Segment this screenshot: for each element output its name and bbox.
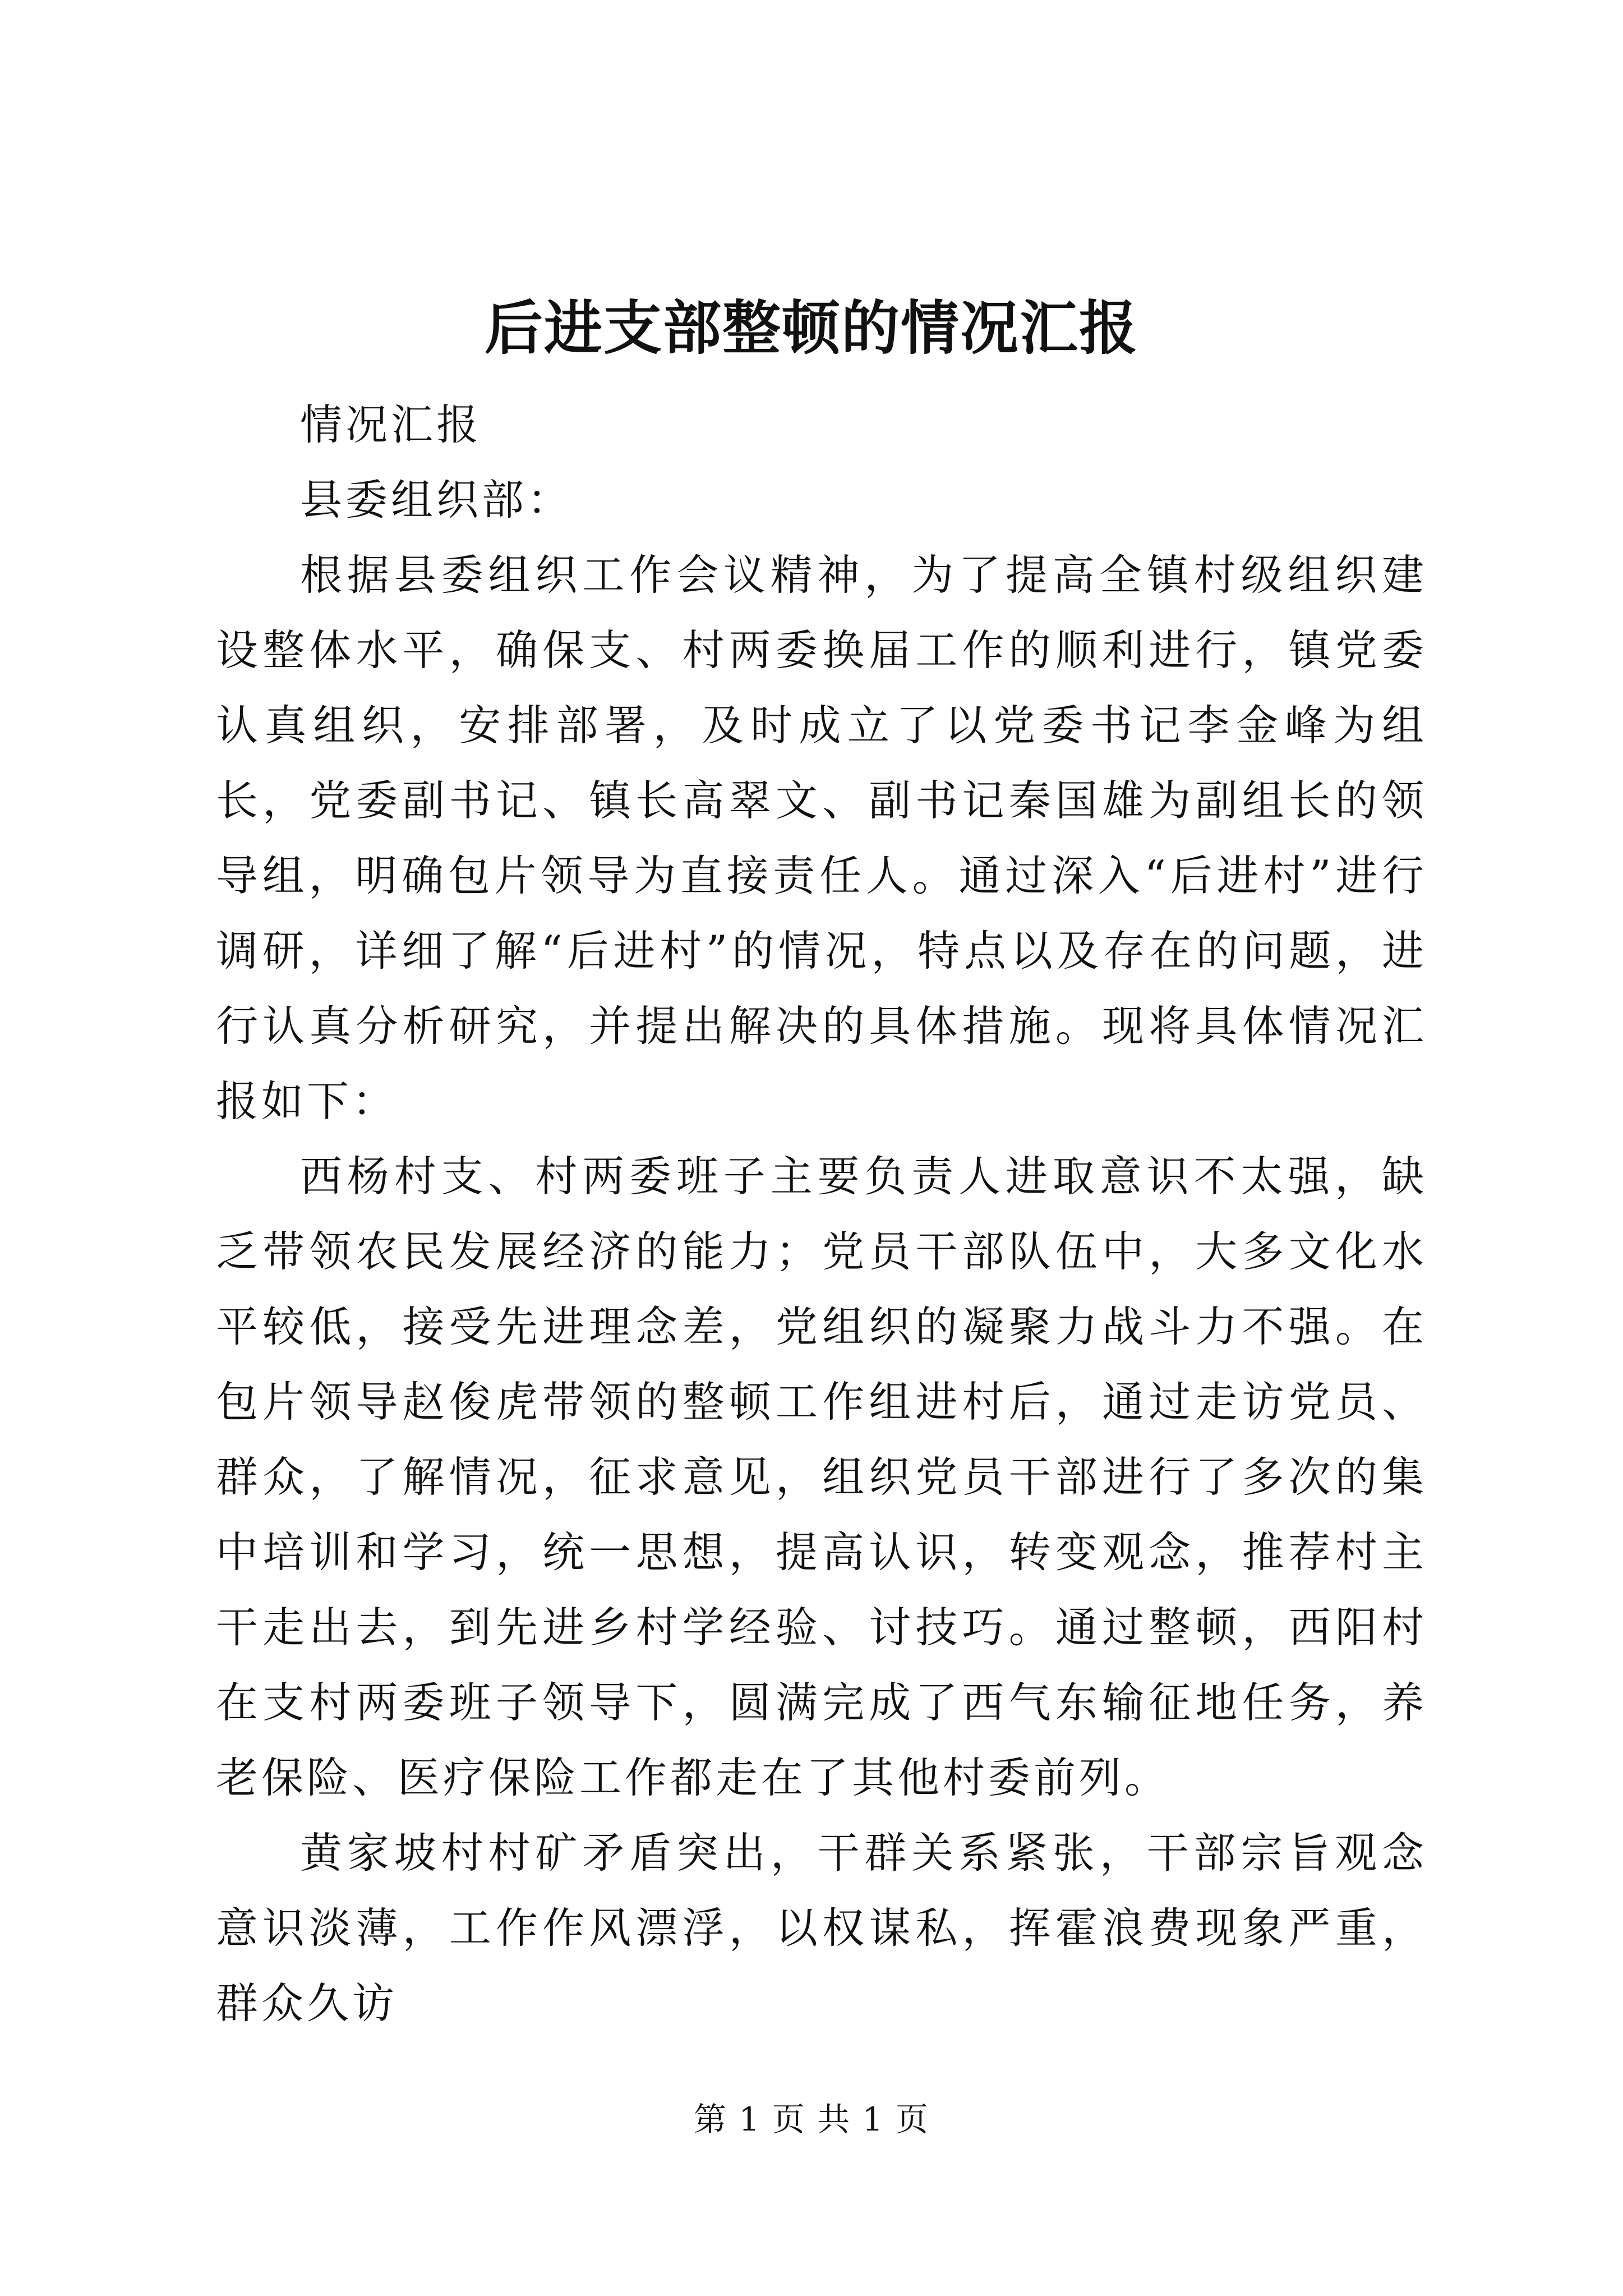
paragraph: 黄家坡村村矿矛盾突出，干群关系紧张，干部宗旨观念意识淡薄，工作作风漂浮，以权谋私，挥霍浪费现象严重，群众久访 — [216, 1828, 1427, 2028]
paragraph: 西杨村支、村两委班子主要负责人进取意识不太强，缺乏带领农民发展经济的能力；党员干部队伍中，大多文化水平较低，接受先进理念差，党组织的凝聚力战斗力不强。在包片领导赵俊虎带领的整顿工作组进村后，通过走访党员、群众，了解情况，征求意见，组织党员干部进行了多次的集中培训和学习，统一思想，提高认识，转变观念，推荐村主干走出去，到先进乡村学经验、讨技巧。通过整顿，西阳村在支村两委班子领导下，圆满完成了西气东输征地任务，养老保险、医疗保险工作都走在了其他村委前列。 — [216, 1152, 1427, 1802]
document-subtitle: 情况汇报 — [300, 400, 482, 449]
salutation: 县委组织部： — [300, 475, 573, 524]
page-footer: 第 1 页 共 1 页 — [694, 2100, 929, 2138]
paragraph: 根据县委组织工作会议精神，为了提高全镇村级组织建设整体水平，确保支、村两委换届工作的顺利进行，镇党委认真组织，安排部署，及时成立了以党委书记李金峰为组长，党委副书记、镇长高翠文、副书记秦国雄为副组长的领导组，明确包片领导为直接责任人。通过深入“后进村”进行调研，详细了解“后进村”的情况，特点以及存在的问题，进行认真分析研究，并提出解决的具体措施。现将具体情况汇报如下： — [216, 550, 1427, 1126]
document-title: 后进支部整顿的情况汇报 — [484, 293, 1138, 362]
document-body — [216, 387, 1427, 2041]
